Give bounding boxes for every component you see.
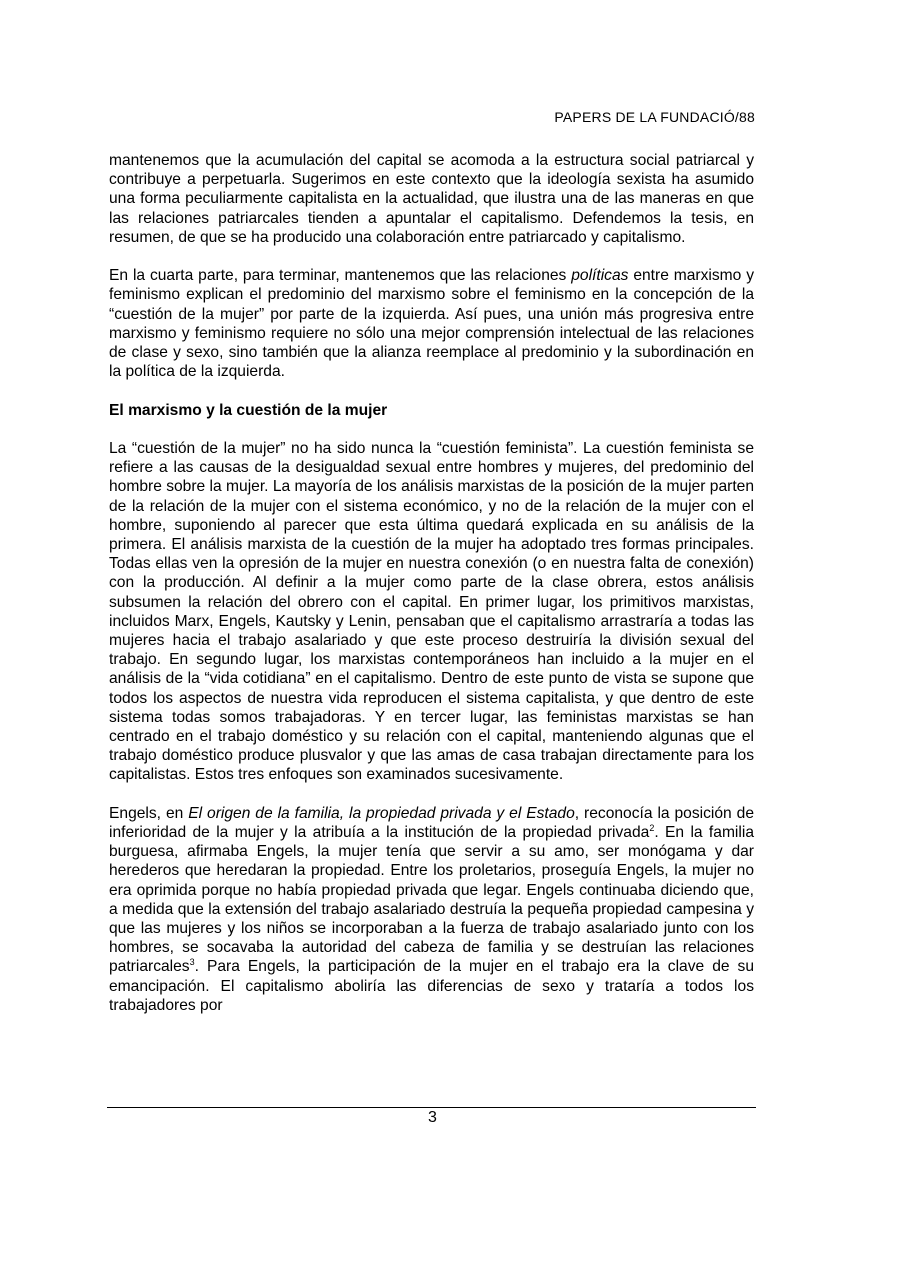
paragraph-engels <box>109 804 754 1015</box>
paragraph-text: , reconocía la posición de inferioridad de la mujer y la atribuía a la institución de la propiedad privada <box>109 804 754 842</box>
paragraph-text: entre marxismo y feminismo explican el predominio del marxismo sobre el feminismo en la concepción de la “cuestión de la mujer” por parte de la izquierda. Así pues, una unión más progresiva entre marxismo y feminismo requiere no sólo una mejor comprensión intelectual de las relaciones de clase y sexo, sino también que la alianza reemplace al predominio y la subordinación en la política de la izquierda. <box>109 267 754 381</box>
paragraph-intro-conclusion: mantenemos que la acumulación del capital se acomoda a la estructura social patriarcal y contribuye a perpetuarla. Sugerimos en este contexto que la ideología sexista ha asumido una forma peculiarmente capitalista en la actualidad, que ilustra una de las maneras en que las relaciones patriarcales tienden a apuntalar el capitalismo. Defendemos la tesis, en resumen, de que se ha producido una colaboración entre patriarcado y capitalismo. <box>109 152 754 246</box>
emphasis-text: políticas <box>571 267 629 285</box>
page-body <box>109 151 754 1015</box>
running-header: PAPERS DE LA FUNDACIÓ/88 <box>554 109 755 125</box>
footnote-ref[interactable]: 2 <box>649 822 655 833</box>
footer-rule <box>107 1107 756 1108</box>
paragraph-text: Engels, en <box>109 804 189 822</box>
paragraph-text: En la cuarta parte, para terminar, mantenemos que las relaciones <box>109 267 572 285</box>
paragraph-fourth-part <box>109 266 754 381</box>
section-heading: El marxismo y la cuestión de la mujer <box>109 401 388 419</box>
paragraph-text: . Para Engels, la participación de la mujer en el trabajo era la clave de su emancipación. El capitalismo aboliría las diferencias de sexo y trataría a todos los trabajadores por <box>109 958 754 1014</box>
paragraph-text: . En la familia burguesa, afirmaba Engels, la mujer tenía que servir a su amo, ser monógama y dar herederos que heredaran la propiedad. Entre los proletarios, proseguía Engels, la mujer no era oprimida porque no había propiedad privada que legar. Engels continuaba diciendo que, a medida que la extensión del trabajo asalariado destruía la pequeña propiedad campesina y que las mujeres y los niños se incorporaban a la fuerza de trabajo asalariado junto con los hombres, se socavaba la autoridad del cabeza de familia y se destruían las relaciones patriarcales <box>109 824 754 976</box>
page-number: 3 <box>428 1109 437 1126</box>
footnote-ref[interactable]: 3 <box>189 957 195 968</box>
book-title: El origen de la familia, la propiedad privada y el Estado <box>188 804 575 822</box>
paragraph-woman-question: La “cuestión de la mujer” no ha sido nunca la “cuestión feminista”. La cuestión feminista se refiere a las causas de la desigualdad sexual entre hombres y mujeres, del predominio del hombre sobre la mujer. La mayoría de los análisis marxistas de la posición de la mujer parten de la relación de la mujer con el sistema económico, y no de la relación de la mujer con el hombre, suponiendo al parecer que esta última quedará explicada en su análisis de la primera. El análisis marxista de la cuestión de la mujer ha adoptado tres formas principales. Todas ellas ven la opresión de la mujer en nuestra conexión (o en nuestra falta de conexión) con la producción. Al definir a la mujer como parte de la clase obrera, estos análisis subsumen la relación del obrero con el capital. En primer lugar, los primitivos marxistas, incluidos Marx, Engels, Kautsky y Lenin, pensaban que el capitalismo arrastraría a todas las mujeres hacia el trabajo asalariado y que este proceso destruiría la división sexual del trabajo. En segundo lugar, los marxistas contemporáneos han incluido a la mujer en el análisis de la “vida cotidiana” en el capitalismo. Dentro de este punto de vista se supone que todos los aspectos de nuestra vida reproducen el sistema capitalista, y que dentro de este sistema todas somos trabajadoras. Y en tercer lugar, las feministas marxistas se han centrado en el trabajo doméstico y su relación con el capital, manteniendo algunas que el trabajo doméstico produce plusvalor y que las amas de casa trabajan directamente para los capitalistas. Estos tres enfoques son examinados sucesivamente. <box>109 440 754 784</box>
